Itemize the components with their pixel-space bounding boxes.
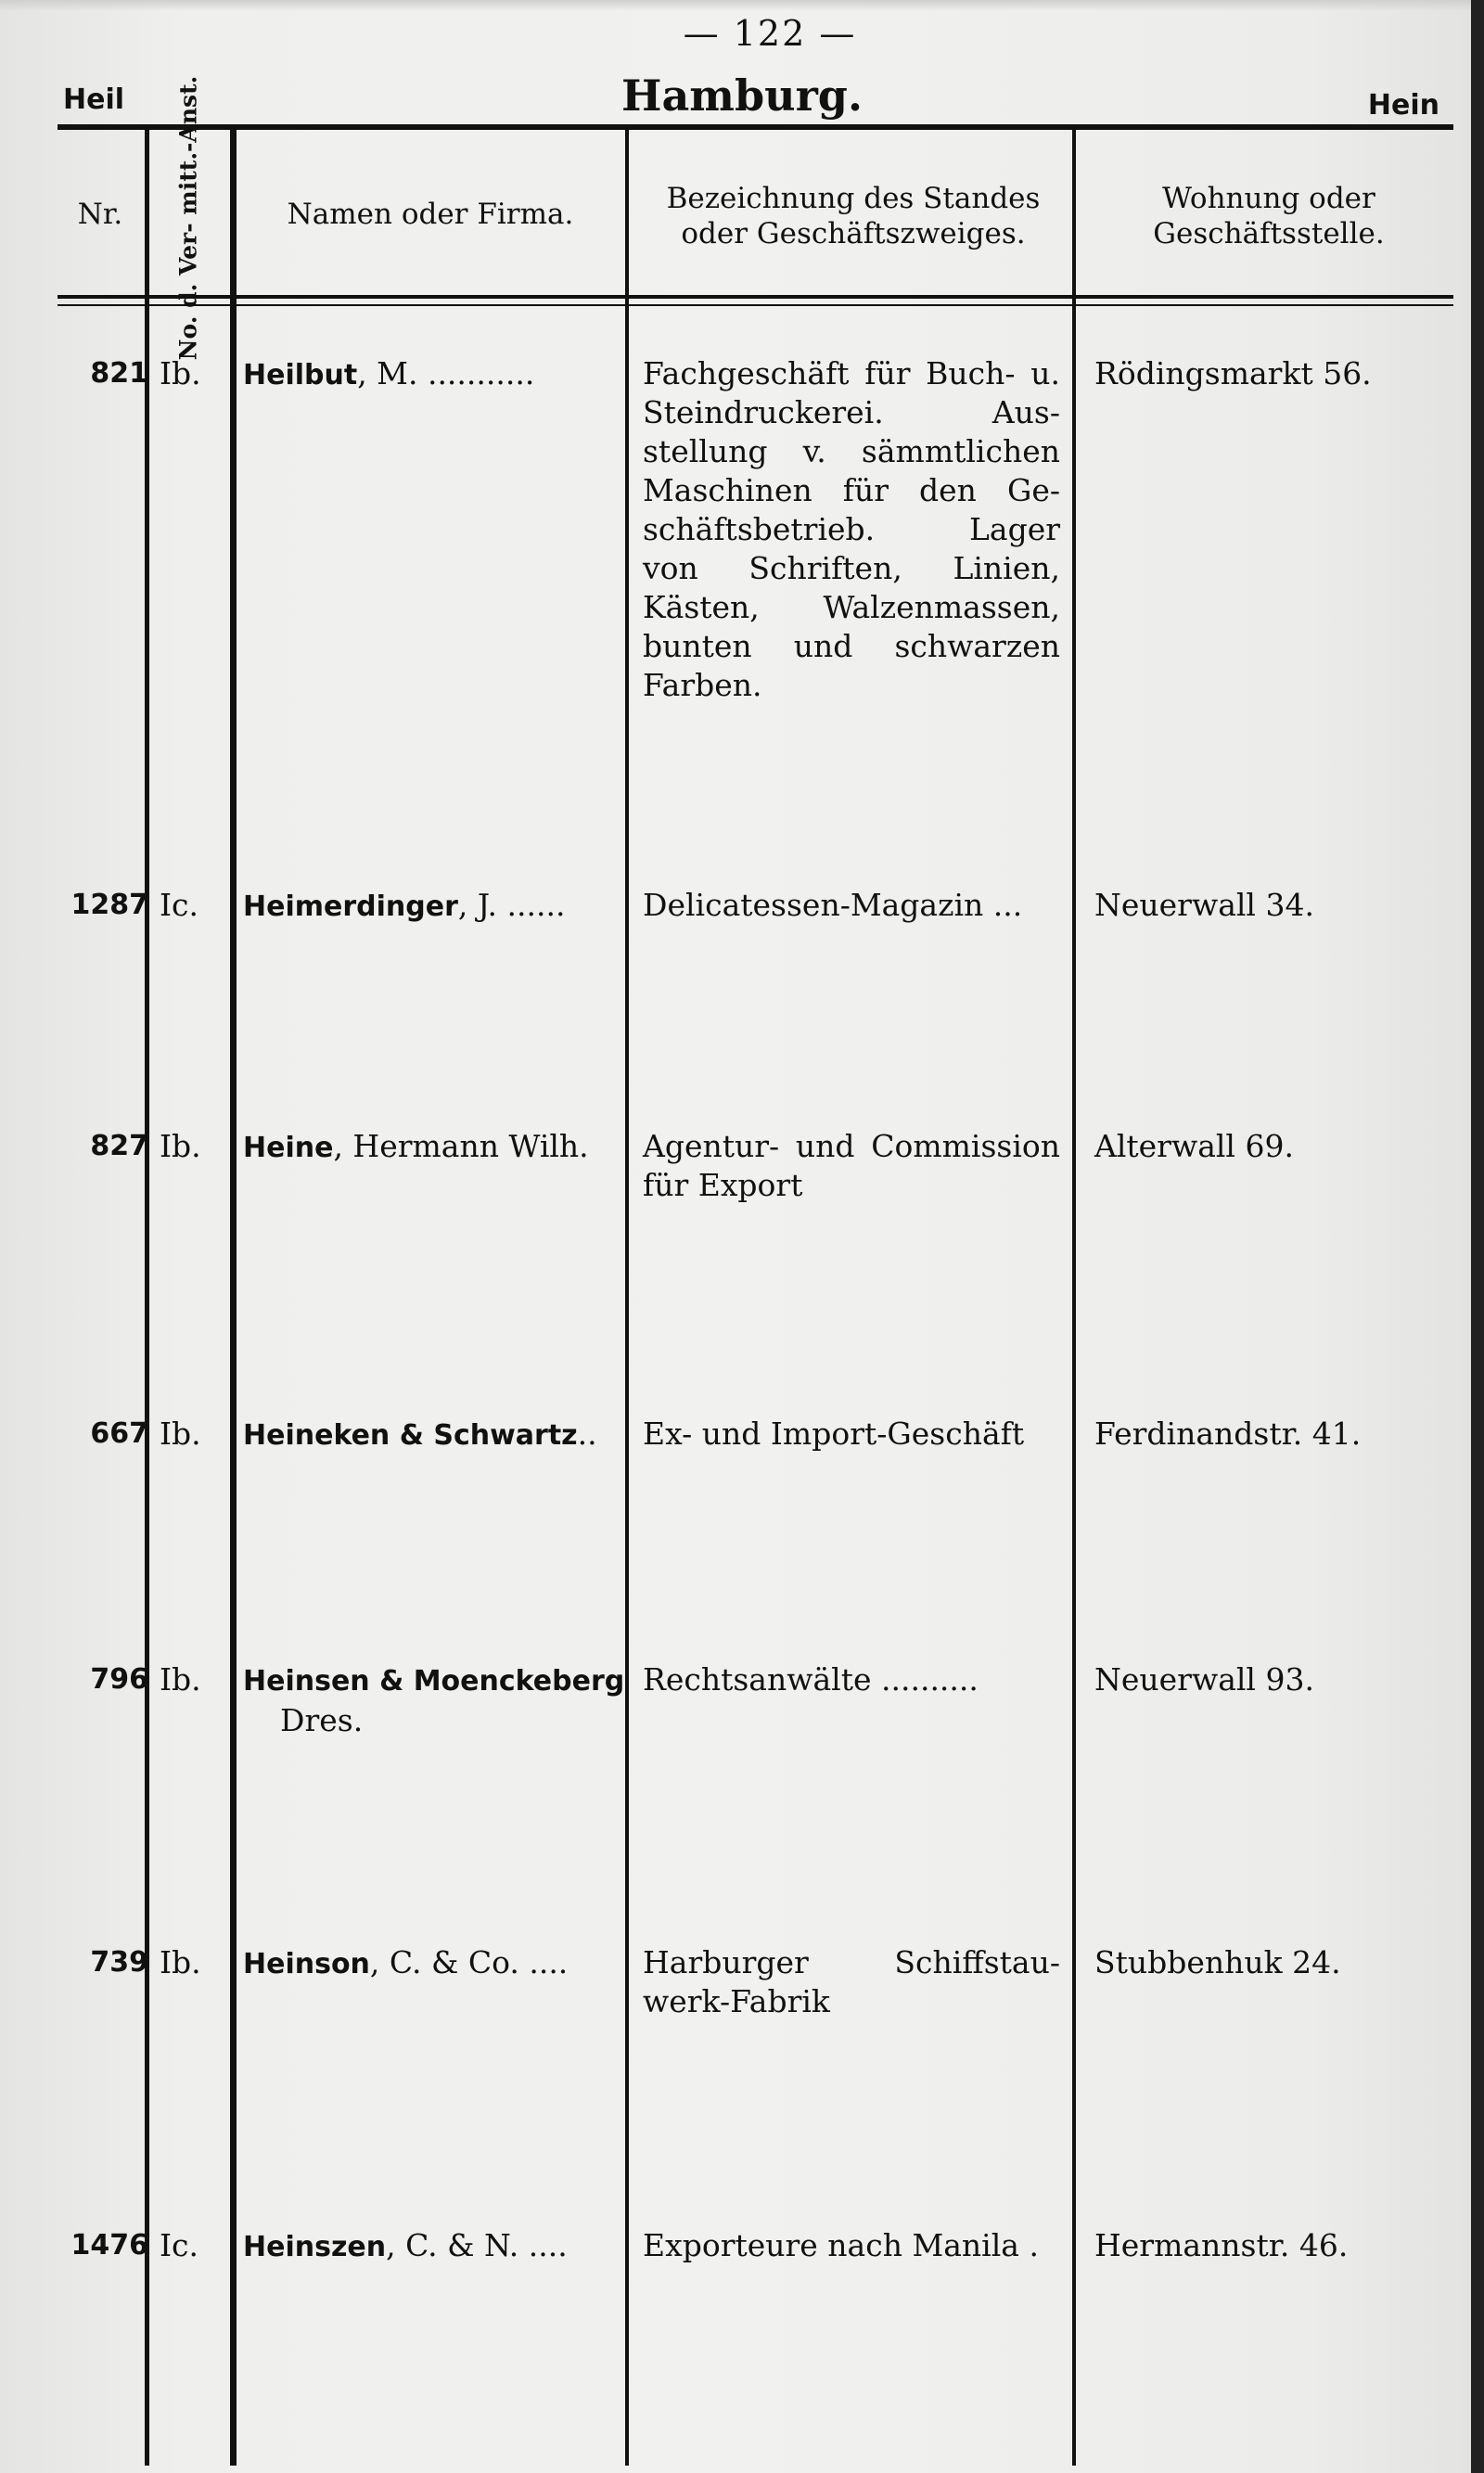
column-divider-class — [230, 130, 237, 2466]
column-divider-name — [625, 130, 629, 2466]
entry-business-line: Fachgeschäft für Buch- u. — [643, 355, 1060, 391]
entry-business-line: Maschinen für den Ge- — [643, 472, 1060, 508]
entry-business-line: Ex- und Import-Geschäft — [643, 1416, 1025, 1452]
column-header-nr: Nr. — [77, 198, 123, 231]
entry-name-rest: , C. & Co. .... — [369, 1944, 569, 1980]
entry-name — [243, 2226, 614, 2267]
entry-business-line: von Schriften, Linien, — [643, 550, 1060, 586]
entry-business-line: Farben. — [643, 667, 762, 703]
entry-number: 827 — [90, 1130, 148, 1162]
column-header-rule-thin — [58, 304, 1453, 306]
entry-name — [243, 1660, 625, 1740]
entry-name — [243, 1127, 614, 1168]
column-header-address: Wohnung oder Geschäftsstelle. — [1153, 182, 1385, 250]
entry-name-rest: , Hermann Wilh. — [333, 1128, 589, 1164]
entry-business-line: für Export — [643, 1167, 803, 1203]
entry-address: Stubbenhuk 24. — [1094, 1944, 1341, 1980]
entry-agency-class: Ib. — [160, 1416, 201, 1452]
column-divider-nr — [145, 130, 149, 2466]
entry-business-line: Delicatessen-Magazin ... — [643, 887, 1023, 923]
entry-name-rest: , C. & N. .... — [386, 2227, 568, 2263]
entry-name-surname: Heineken & Schwartz — [243, 1419, 578, 1452]
entry-business-line: Steindruckerei. Aus- — [643, 394, 1060, 430]
column-header-name: Namen oder Firma. — [287, 198, 574, 231]
entry-name-surname: Heimerdinger — [243, 891, 458, 923]
entry-number: 667 — [90, 1417, 148, 1450]
entry-address: Alterwall 69. — [1094, 1128, 1294, 1164]
entry-business-line: Harburger Schiffstau- — [643, 1944, 1060, 1980]
entry-number: 821 — [90, 357, 148, 390]
entry-business-line: Rechtsanwälte .......... — [643, 1661, 979, 1698]
page-number: — 122 — — [683, 13, 857, 54]
column-header-class — [147, 75, 230, 361]
page-top-edge — [0, 0, 1484, 11]
entry-name — [243, 886, 614, 927]
entry-business — [643, 886, 1060, 925]
entry-number: 1476 — [70, 2229, 148, 2262]
entry-agency-class: Ib. — [160, 1944, 201, 1980]
page-right-edge — [1471, 0, 1484, 2473]
entry-agency-class: Ic. — [160, 887, 199, 923]
entry-name — [243, 1943, 614, 1984]
entry-name-rest: , J. ...... — [457, 887, 566, 923]
entry-address: Neuerwall 93. — [1094, 1661, 1314, 1698]
entry-name — [243, 1415, 614, 1455]
entry-name-surname: Heinszen — [243, 2231, 387, 2263]
entry-name-surname: Heilbut — [243, 359, 358, 391]
running-head-right: Hein — [1367, 89, 1439, 122]
entry-name — [243, 354, 614, 395]
entry-name-surname: Heine — [243, 1132, 334, 1164]
entry-agency-class: Ib. — [160, 1128, 201, 1164]
entry-address: Ferdinandstr. 41. — [1094, 1416, 1362, 1452]
entry-business — [643, 354, 1060, 705]
entry-number: 1287 — [70, 889, 148, 921]
entry-number: 739 — [90, 1946, 148, 1979]
entry-business-line: Exporteure nach Manila . — [643, 2227, 1039, 2263]
entry-name-rest: .. — [577, 1416, 597, 1452]
entry-address: Rödingsmarkt 56. — [1094, 355, 1372, 391]
entry-agency-class: Ic. — [160, 2227, 199, 2263]
entry-business-line: Agentur- und Commission — [643, 1128, 1060, 1164]
running-head-left: Heil — [63, 83, 125, 116]
entry-business — [643, 1127, 1060, 1205]
header-rule — [58, 124, 1453, 130]
entry-business-line: werk-Fabrik — [643, 1983, 830, 2019]
entry-agency-class: Ib. — [160, 355, 201, 391]
page-title: Hamburg. — [621, 70, 863, 121]
entry-address: Neuerwall 34. — [1094, 887, 1314, 923]
entry-agency-class: Ib. — [160, 1661, 201, 1698]
column-divider-business — [1072, 130, 1076, 2466]
entry-business-line: Kästen, Walzenmassen, — [643, 589, 1060, 625]
entry-business-line: stellung v. sämmtlichen — [643, 433, 1060, 469]
column-header-business: Bezeichnung des Standes oder Geschäftszweiges. — [666, 182, 1041, 250]
entry-name-line2: Dres. — [280, 1702, 364, 1738]
column-header-class-label: No. d. Ver- mitt.-Anst. — [174, 75, 202, 361]
entry-business — [643, 1943, 1060, 2021]
entry-business-line: bunten und schwarzen — [643, 628, 1060, 664]
column-header-rule — [58, 295, 1453, 299]
entry-name-surname: Heinson — [243, 1948, 370, 1980]
entry-name-surname: Heinsen & Moenckeberg — [243, 1665, 625, 1698]
entry-business — [643, 2226, 1060, 2265]
entry-business-line: schäftsbetrieb. Lager — [643, 511, 1060, 547]
entry-business — [643, 1415, 1060, 1454]
entry-address: Hermannstr. 46. — [1094, 2227, 1349, 2263]
entry-number: 796 — [90, 1663, 148, 1696]
entry-business — [643, 1660, 1060, 1699]
entry-name-rest: , M. ........... — [357, 355, 535, 391]
